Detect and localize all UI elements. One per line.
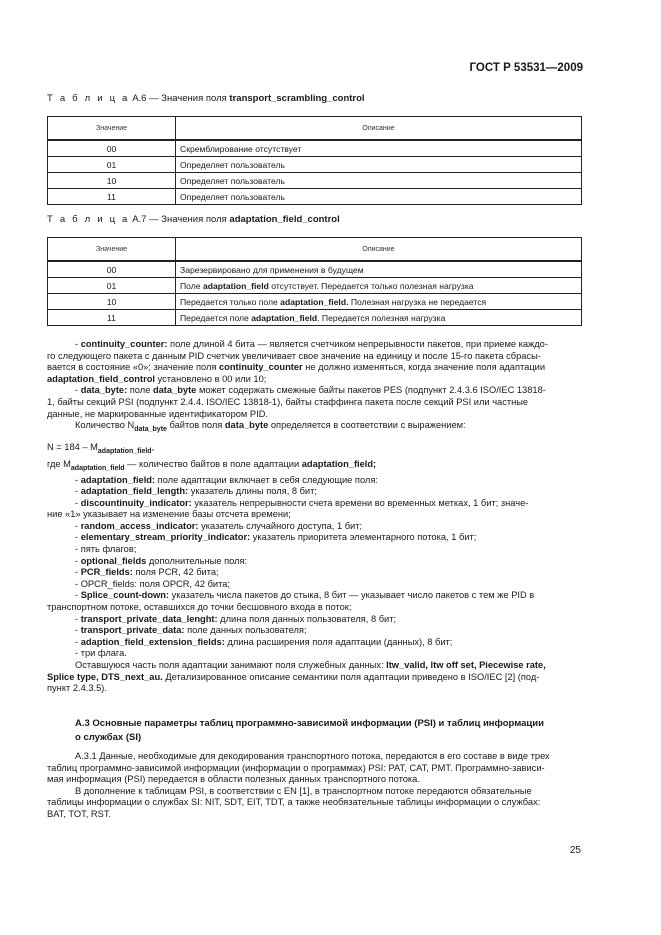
table-row: 10 Передается только поле adaptation_field. Полезная нагрузка не передается: [48, 294, 582, 310]
table-a7: [47, 237, 582, 326]
document-code: ГОСТ Р 53531—2009: [469, 62, 583, 74]
list-item: - discountinuity_indicator: указатель непрерывности счета времени во временных метках, 1 бит; значе-: [75, 497, 529, 508]
list-item: - adaptation_field_length: указатель длины поля, 8 бит;: [75, 486, 317, 497]
section-title: А.3 Основные параметры таблиц программно-зависимой информации (PSI) и таблиц информации о службах (SI): [75, 718, 544, 743]
list-item: - optional_fields дополнительные поля:: [75, 555, 248, 566]
list-item: - PCR_fields: поля PCR, 42 бита;: [75, 567, 219, 578]
list-item: - elementary_stream_priority_indicator: указатель приоритета элементарного потока, 1 бит;: [75, 532, 477, 543]
formula: $N = 184 - M_{adaptation\_field}$,: [47, 441, 155, 455]
list-item: - OPCR_fields: поля OPCR, 42 бита;: [75, 578, 231, 589]
table-a7-caption: Т а б л и ц а А.7 — Значения поля adaptation_field_control: [47, 214, 340, 225]
table-row: 11 Передается поле adaptation_field. Передается полезная нагрузка: [48, 310, 582, 326]
table-a6: [47, 116, 582, 205]
table-row: 10 Определяет пользователь: [48, 173, 582, 189]
section-body: А.3.1 Данные, необходимые для декодирования транспортного потока, передаются в его составе в виде трех таблиц программно-зависимой информации (информации о программах) PSI: PAT, CAT, PMT. Программно-зависи- мая информация (PSI) передается в области полезных данных транспортного потока. В дополнение к таблицам PSI, в соответствии с EN [1], в транспортном потоке передаются обязательные таблицы информации о службах SI: NIT, SDT, EIT, TDT, а также необязательные таблицы информации о службах: BAT, TOT, RST.: [47, 751, 550, 819]
table-row: 01 Поле adaptation_field отсутствует. Передается только полезная нагрузка: [48, 278, 582, 294]
column-header: Описание: [176, 117, 582, 141]
body-text: - continuity_counter: поле длиной 4 бита — является счетчиком непрерывности пакетов, при приеме каждо- го следующего пакета с данным PID счетчик увеличивает свое значение на единицу и после 15-го пакета сбрасы- вается в состояние «0»; значение поля continuity_counter не должно изменяться, когда значение поля адаптации adaptation_field_control установлено в 00 или 10; - data_byte: поле data_byte может содержать смежные байты пакетов PES (подпункт 2.4.3.6 ISO/IEC 13818- 1, байты секций PSI (подпункт 2.4.4. ISO/IEC 13818-1), байты стаффинга пакета после секций PSI или частные данные, не маркированные идентификатором PID. Количество $N_{data\_byte}$ байтов поля data_byte определяется в соответствии с выражением: $N = 184 - M_{adaptation\_field}$, где $M_{adaptation\_field}$ — количество байтов в поле адаптации adaptation_field; - adaptation_field: поле адаптации включает в себя следующие поля: - adaptation_field_length: указатель длины поля, 8 бит; - discountinuity_indicator: указатель непрерывности счета времени во временных метках, 1 бит; значе- ние «1» указывает на изменение базы отсчета времени; - random_access_indicator: указатель случайного доступа, 1 бит; - elementary_stream_priority_indicator: указатель приоритета элементарного потока, 1 бит; - пять флагов; - optional_fields дополнительные поля: - PCR_fields: поля PCR, 42 бита; - OPCR_fields: поля OPCR, 42 бита; - Splice_count-down: указатель числа пакетов до стыка, 8 бит — указывает число пакетов с тем же PID в транспортном потоке, оставшихся до точки бесшовного входа в поток; - transport_private_data_lenght: длина поля данных пользователя, 8 бит; - transport_private_data: поле данных пользователя; - adaption_field_extension_fields: длина расширения поля адаптации (данных), 8 бит; - три флага. Оставшуюся часть поля адаптации занимают поля служебных данных: ltw_valid, ltw off set, Piecewise rate, Splice type, DTS_next_au. Детализированное описание семантики поля адаптации приведено в ISO/IEC [2] (под- пункт 2.4.3.5).: [47, 339, 582, 695]
column-header: Значение: [48, 238, 176, 262]
column-header: Описание: [176, 238, 582, 262]
list-item: - transport_private_data: поле данных пользователя;: [75, 625, 307, 636]
list-item: - Splice_count-down: указатель числа пакетов до стыка, 8 бит — указывает число пакетов с тем же PID в: [75, 590, 535, 601]
list-item: - random_access_indicator: указатель случайного доступа, 1 бит;: [75, 520, 363, 531]
table-a6-caption: Т а б л и ц а А.6 — Значения поля transport_scrambling_control: [47, 93, 365, 104]
list-item: - adaptation_field: поле адаптации включает в себя следующие поля:: [75, 474, 378, 485]
table-row: 11 Определяет пользователь: [48, 189, 582, 205]
list-item: - пять флагов;: [75, 544, 137, 555]
table-row: 00 Зарезервировано для применения в будущем: [48, 261, 582, 278]
list-item: - transport_private_data_lenght: длина поля данных пользователя, 8 бит;: [75, 613, 397, 624]
page-number: 25: [569, 845, 581, 856]
list-item: - adaption_field_extension_fields: длина расширения поля адаптации (данных), 8 бит;: [75, 636, 453, 647]
column-header: Значение: [48, 117, 176, 141]
table-row: 00 Скремблирование отсутствует: [48, 140, 582, 157]
table-row: 01 Определяет пользователь: [48, 157, 582, 173]
list-item: - три флага.: [75, 648, 127, 659]
